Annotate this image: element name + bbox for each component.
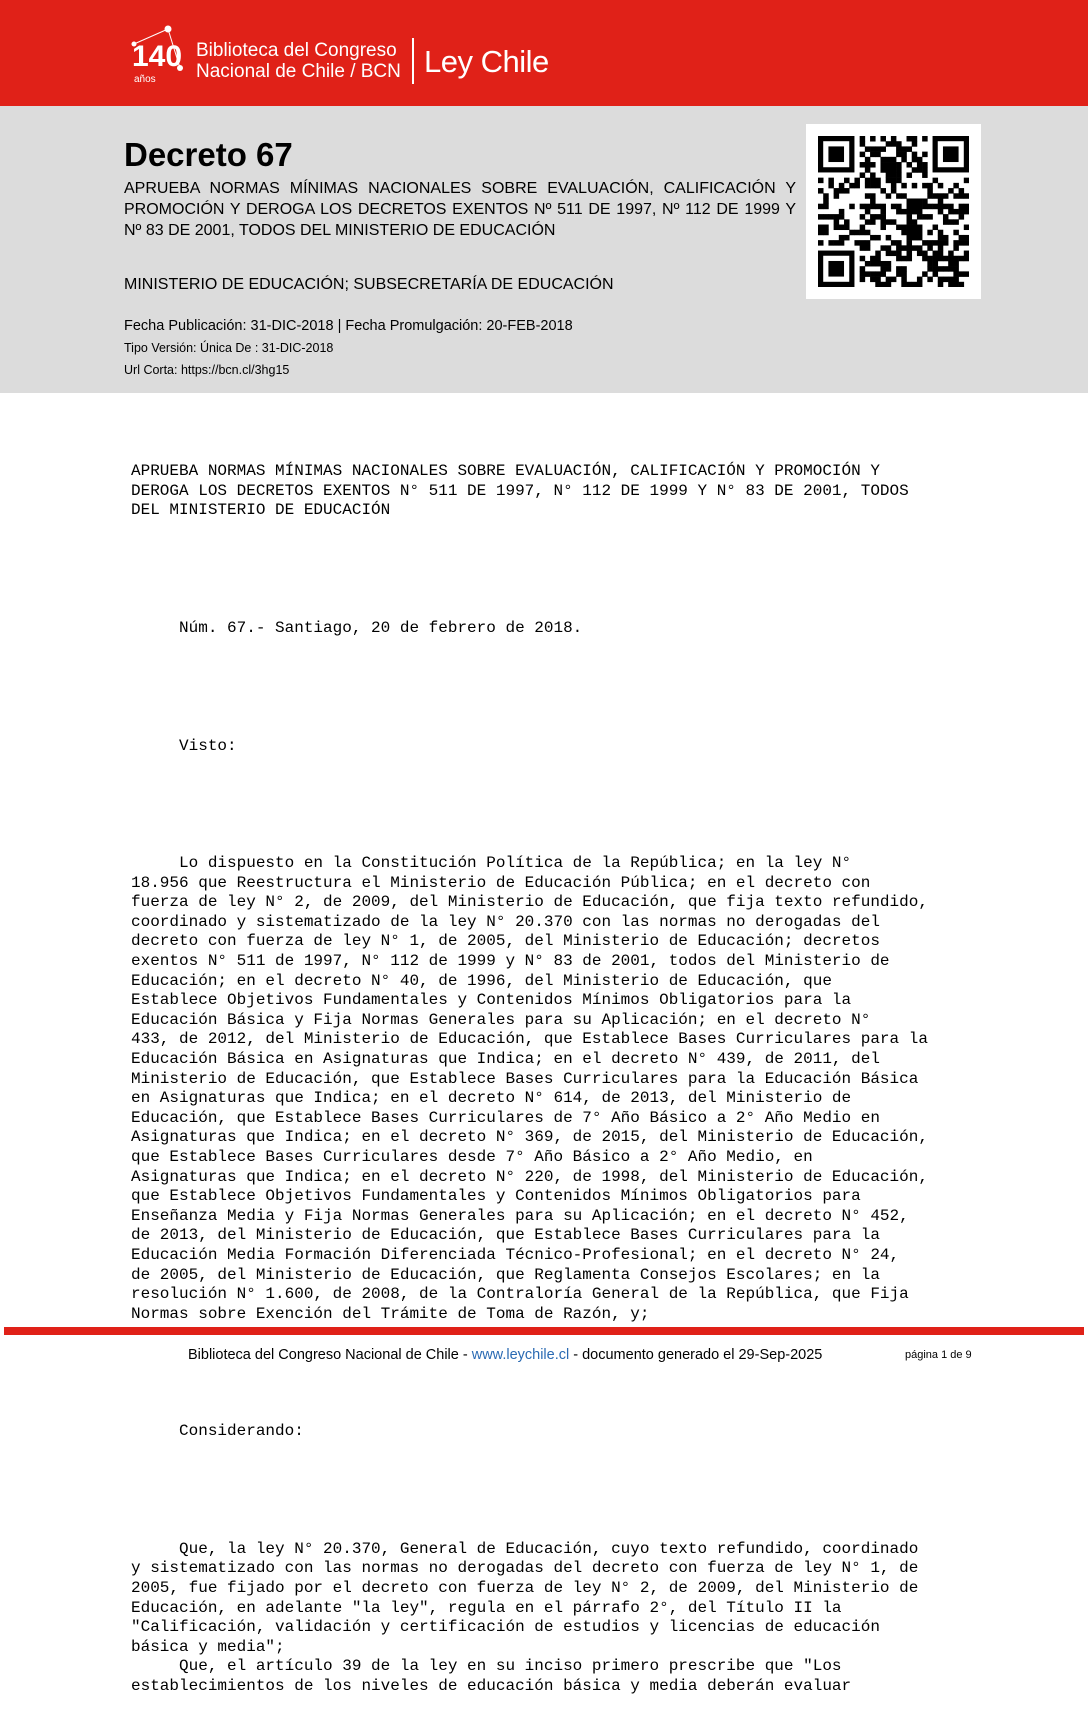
- footer-text: [188, 1346, 822, 1364]
- document-header: [0, 106, 1088, 393]
- logo-divider: [412, 38, 414, 84]
- document-short-url[interactable]: Url Corta: https://bcn.cl/3hg15: [124, 363, 290, 377]
- page-number: página 1 de 9: [905, 1349, 972, 1361]
- visto-label: Visto:: [131, 736, 237, 755]
- logo-line-2: Nacional de Chile / BCN: [196, 61, 401, 82]
- visto-text: Lo dispuesto en la Constitución Política de la República; en la ley N° 18.956 que Reestructura el Ministerio de Educación Pública; en el decreto con fuerza de ley N° 2, de 2009, del Ministerio de Educación, que fija texto refundido, coordinado y sistematizado de la ley N° 20.370 con las normas no derogadas del decreto con fuerza de ley N° 1, de 2005, del Ministerio de Educación; decretos exentos N° 511 de 1997, N° 112 de 1999 y N° 83 de 2001, todos del Ministerio de Educación; en el decreto N° 40, de 1996, del Ministerio de Educación, que Establece Objetivos Fundamentales y Contenidos Mínimos Obligatorios para la Educación Básica y Fija Normas Generales para su Aplicación; en el decreto N° 433, de 2012, del Ministerio de Educación, que Establece Bases Curriculares para la Educación Básica en Asignaturas que Indica; en el decreto N° 439, de 2011, del Ministerio de Educación, que Establece Bases Curriculares para la Educación Básica en Asignaturas que Indica; en el decreto N° 614, de 2013, del Ministerio de Educación, que Establece Bases Curriculares de 7° Año Básico a 2° Año Medio en Asignaturas que Indica; en el decreto N° 369, de 2015, del Ministerio de Educación, que Establece Bases Curriculares desde 7° Año Básico a 2° Año Medio, en Asignaturas que Indica; en el decreto N° 220, de 1998, del Ministerio de Educación, que Establece Objetivos Fundamentales y Contenidos Mínimos Obligatorios para Enseñanza Media y Fija Normas Generales para su Aplicación; en el decreto N° 452, de 2013, del Ministerio de Educación, que Establece Bases Curriculares para la Educación Media Formación Diferenciada Técnico-Profesional; en el decreto N° 24, de 2005, del Ministerio de Educación, que Reglamenta Consejos Escolares; en la resolución N° 1.600, de 2008, de la Contraloría General de la República, que Fija Normas sobre Exención del Trámite de Toma de Razón, y;: [131, 854, 928, 1323]
- bcn-logo[interactable]: [128, 22, 548, 88]
- document-title: Decreto 67: [124, 136, 293, 173]
- logo-number: 140: [132, 40, 183, 73]
- document-version: Tipo Versión: Única De : 31-DIC-2018: [124, 341, 334, 355]
- logo-institution: [196, 40, 401, 82]
- qr-code-icon: [818, 136, 969, 287]
- footer-link[interactable]: www.leychile.cl: [471, 1347, 570, 1363]
- decree-number-line: Núm. 67.- Santiago, 20 de febrero de 2018.: [131, 618, 583, 637]
- footer-divider: [4, 1327, 1084, 1335]
- top-banner: [0, 0, 1088, 106]
- qr-code[interactable]: [806, 124, 981, 299]
- anniversary-badge: [128, 22, 190, 88]
- document-subtitle: APRUEBA NORMAS MÍNIMAS NACIONALES SOBRE EVALUACIÓN, CALIFICACIÓN Y PROMOCIÓN Y DEROGA LOS DECRETOS EXENTOS Nº 511 DE 1997, Nº 112 DE 1999 Y Nº 83 DE 2001, TODOS DEL MINISTERIO DE EDUCACIÓN: [124, 180, 796, 239]
- document-body: [131, 423, 1031, 1716]
- body-heading: APRUEBA NORMAS MÍNIMAS NACIONALES SOBRE EVALUACIÓN, CALIFICACIÓN Y PROMOCIÓN Y DEROGA LOS DECRETOS EXENTOS N° 511 DE 1997, N° 112 DE 1999 Y N° 83 DE 2001, TODOS DEL MINISTERIO DE EDUCACIÓN: [131, 462, 909, 520]
- document-dates: Fecha Publicación: 31-DIC-2018 | Fecha Promulgación: 20-FEB-2018: [124, 318, 573, 334]
- logo-line-1: Biblioteca del Congreso: [196, 40, 397, 61]
- considerando-text: Que, la ley N° 20.370, General de Educación, cuyo texto refundido, coordinado y sistematizado con las normas no derogadas del decreto con fuerza de ley N° 1, de 2005, fue fijado por el decreto con fuerza de ley N° 2, de 2009, del Ministerio de Educación, en adelante "la ley", regula en el párrafo 2°, del Título II la "Calificación, validación y certificación de estudios y licencias de educación básica y media"; Que, el artículo 39 de la ley en su inciso primero prescribe que "Los establecimientos de los niveles de educación básica y media deberán evaluar: [131, 1539, 919, 1695]
- document-organization: MINISTERIO DE EDUCACIÓN; SUBSECRETARÍA DE EDUCACIÓN: [124, 276, 614, 293]
- considerando-label: Considerando:: [131, 1422, 304, 1441]
- footer-prefix: Biblioteca del Congreso Nacional de Chile -: [188, 1347, 472, 1363]
- logo-years: años: [134, 74, 156, 85]
- logo-product: Ley Chile: [424, 44, 549, 79]
- footer-suffix: - documento generado el 29-Sep-2025: [569, 1347, 823, 1363]
